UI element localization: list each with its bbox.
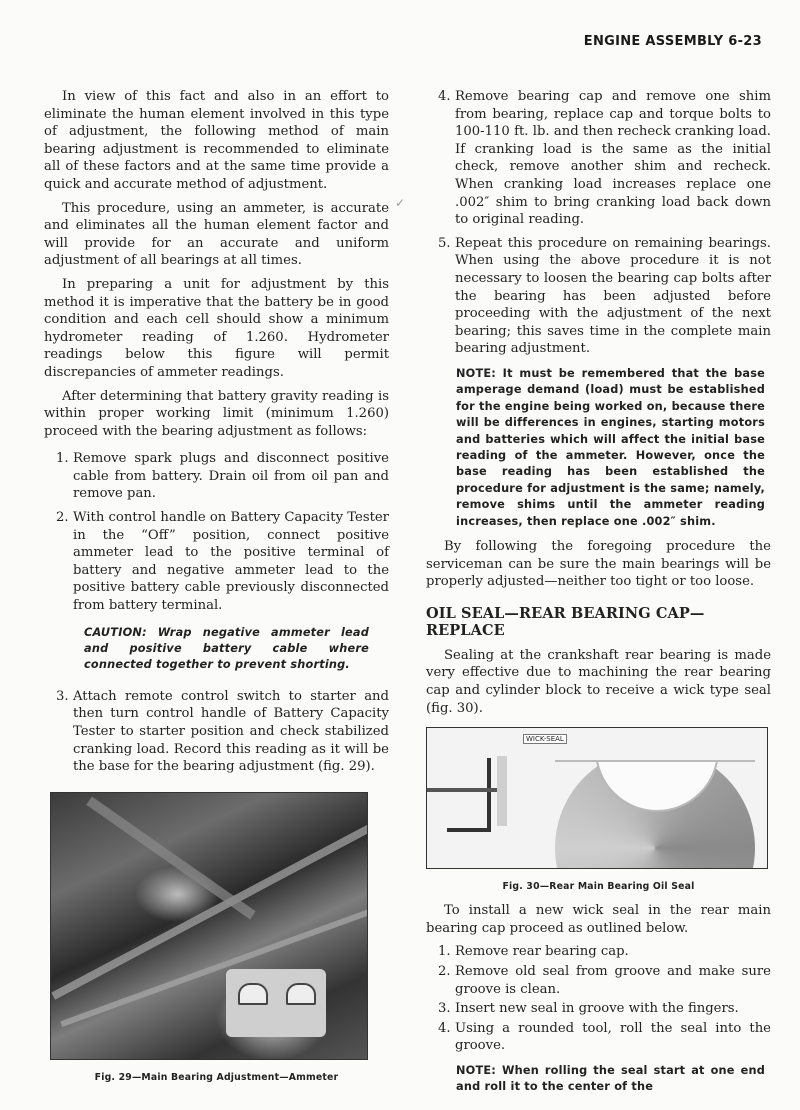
oil-pipe <box>447 758 491 832</box>
figure-29-photo <box>50 792 368 1060</box>
page-number: 6-23 <box>728 34 762 49</box>
adjustment-steps-continued <box>44 688 389 776</box>
ammeter-dial <box>238 983 268 1005</box>
diagram-edge <box>555 760 755 762</box>
block-edge <box>497 756 507 826</box>
note-base-amperage: NOTE: It must be remembered that the base amperage demand (load) must be established for the engine being worked on, because there will be differences in engines, starting motors and batteries which will affect the initial base reading of the ammeter. However, once the base reading has been established the procedure for adjustment is the same; namely, remove shims until the ammeter reading increases, then replace one .002″ shim. <box>456 366 765 528</box>
list-item: 1. Remove spark plugs and disconnect positive cable from battery. Drain oil from oil pan and remove pan. <box>56 451 389 502</box>
paragraph: After determining that battery gravity reading is within proper working limit (minimum 1.260) proceed with the bearing adjustment as follows: <box>44 388 389 439</box>
paragraph: In view of this fact and also in an effort to eliminate the human element involved in this type of adjustment, the following method of main bearing adjustment is recommended to eliminate all of these factors and at the same time provide a quick and accurate method of adjustment. <box>44 89 389 192</box>
paragraph: This procedure, using an ammeter, is accurate and eliminates all the human element factor and will provide for an accurate and uniform adjustment of all bearings at all times. <box>44 200 389 269</box>
margin-check-mark: ✓ <box>395 196 406 210</box>
adjustment-steps <box>44 450 389 614</box>
header-title: ENGINE ASSEMBLY <box>583 34 724 49</box>
ammeter-device <box>226 969 326 1037</box>
note-rolling-seal: NOTE: When rolling the seal start at one end and roll it to the center of the <box>456 1063 765 1094</box>
caution-note: CAUTION: Wrap negative ammeter lead and positive battery cable where connected together to prevent shorting. <box>84 625 369 672</box>
list-item: 1. Remove rear bearing cap. <box>438 944 629 960</box>
list-item: 2. Remove old seal from groove and make sure groove is clean. <box>438 963 771 997</box>
page-header <box>584 34 762 49</box>
list-item: 4. Remove bearing cap and remove one shim from bearing, replace cap and torque bolts to 100-110 ft. lb. and then recheck cranking load. If cranking load is the same as the initial check, remove another shim and recheck. When cranking load increases replace one .002″ shim to bring cranking load back down to original reading. <box>438 89 771 228</box>
list-item: 3. Insert new seal in groove with the fingers. <box>438 1001 739 1017</box>
list-item: 3. Attach remote control switch to starter and then turn control handle of Battery Capacity Tester to starter position and check stabilized cranking load. Record this reading as it will be the base for the bearing adjustment (fig. 29). <box>56 688 389 775</box>
figure-caption: Fig. 30—Rear Main Bearing Oil Seal <box>502 881 695 893</box>
block-line <box>427 788 497 792</box>
figure-30-diagram <box>426 727 768 869</box>
list-item: 5. Repeat this procedure on remaining bearings. When using the above procedure it is not necessary to loosen the bearing cap bolts after the bearing has been adjusted before proceeding with the adjustment of the next bearing; this saves time in the complete main bearing adjustment. <box>438 235 771 357</box>
photo-detail <box>86 796 256 919</box>
paragraph: To install a new wick seal in the rear main bearing cap proceed as outlined below. <box>426 903 771 936</box>
list-item: 4. Using a rounded tool, roll the seal into the groove. <box>438 1020 771 1054</box>
diagram-top-mask <box>427 728 767 760</box>
right-column <box>426 88 771 1104</box>
install-steps <box>426 943 771 1055</box>
section-heading: OIL SEAL—REAR BEARING CAP—REPLACE <box>426 604 705 639</box>
list-item: 2. With control handle on Battery Capacity Tester in the “Off” position, connect positive ammeter lead to the positive terminal of battery and negative ammeter lead to the positive battery cable previously disconnected from battery terminal. <box>56 510 389 614</box>
figure-caption: Fig. 29—Main Bearing Adjustment—Ammeter <box>94 1071 339 1083</box>
paragraph: In preparing a unit for adjustment by this method it is imperative that the battery be in good condition and each cell should show a minimum hydrometer reading of 1.260. Hydrometer readings below this figure will permit discrepancies of ammeter readings. <box>44 276 389 380</box>
left-column <box>44 88 389 1083</box>
ammeter-dial <box>286 983 316 1005</box>
adjustment-steps-right <box>426 88 771 358</box>
paragraph: By following the foregoing procedure the serviceman can be sure the main bearings will be properly adjusted—neither too tight or too loose. <box>426 538 771 590</box>
paragraph: Sealing at the crankshaft rear bearing is made very effective due to machining the rear bearing cap and cylinder block to receive a wick type seal (fig. 30). <box>426 647 771 716</box>
wick-seal-label: WICK-SEAL <box>523 734 567 744</box>
